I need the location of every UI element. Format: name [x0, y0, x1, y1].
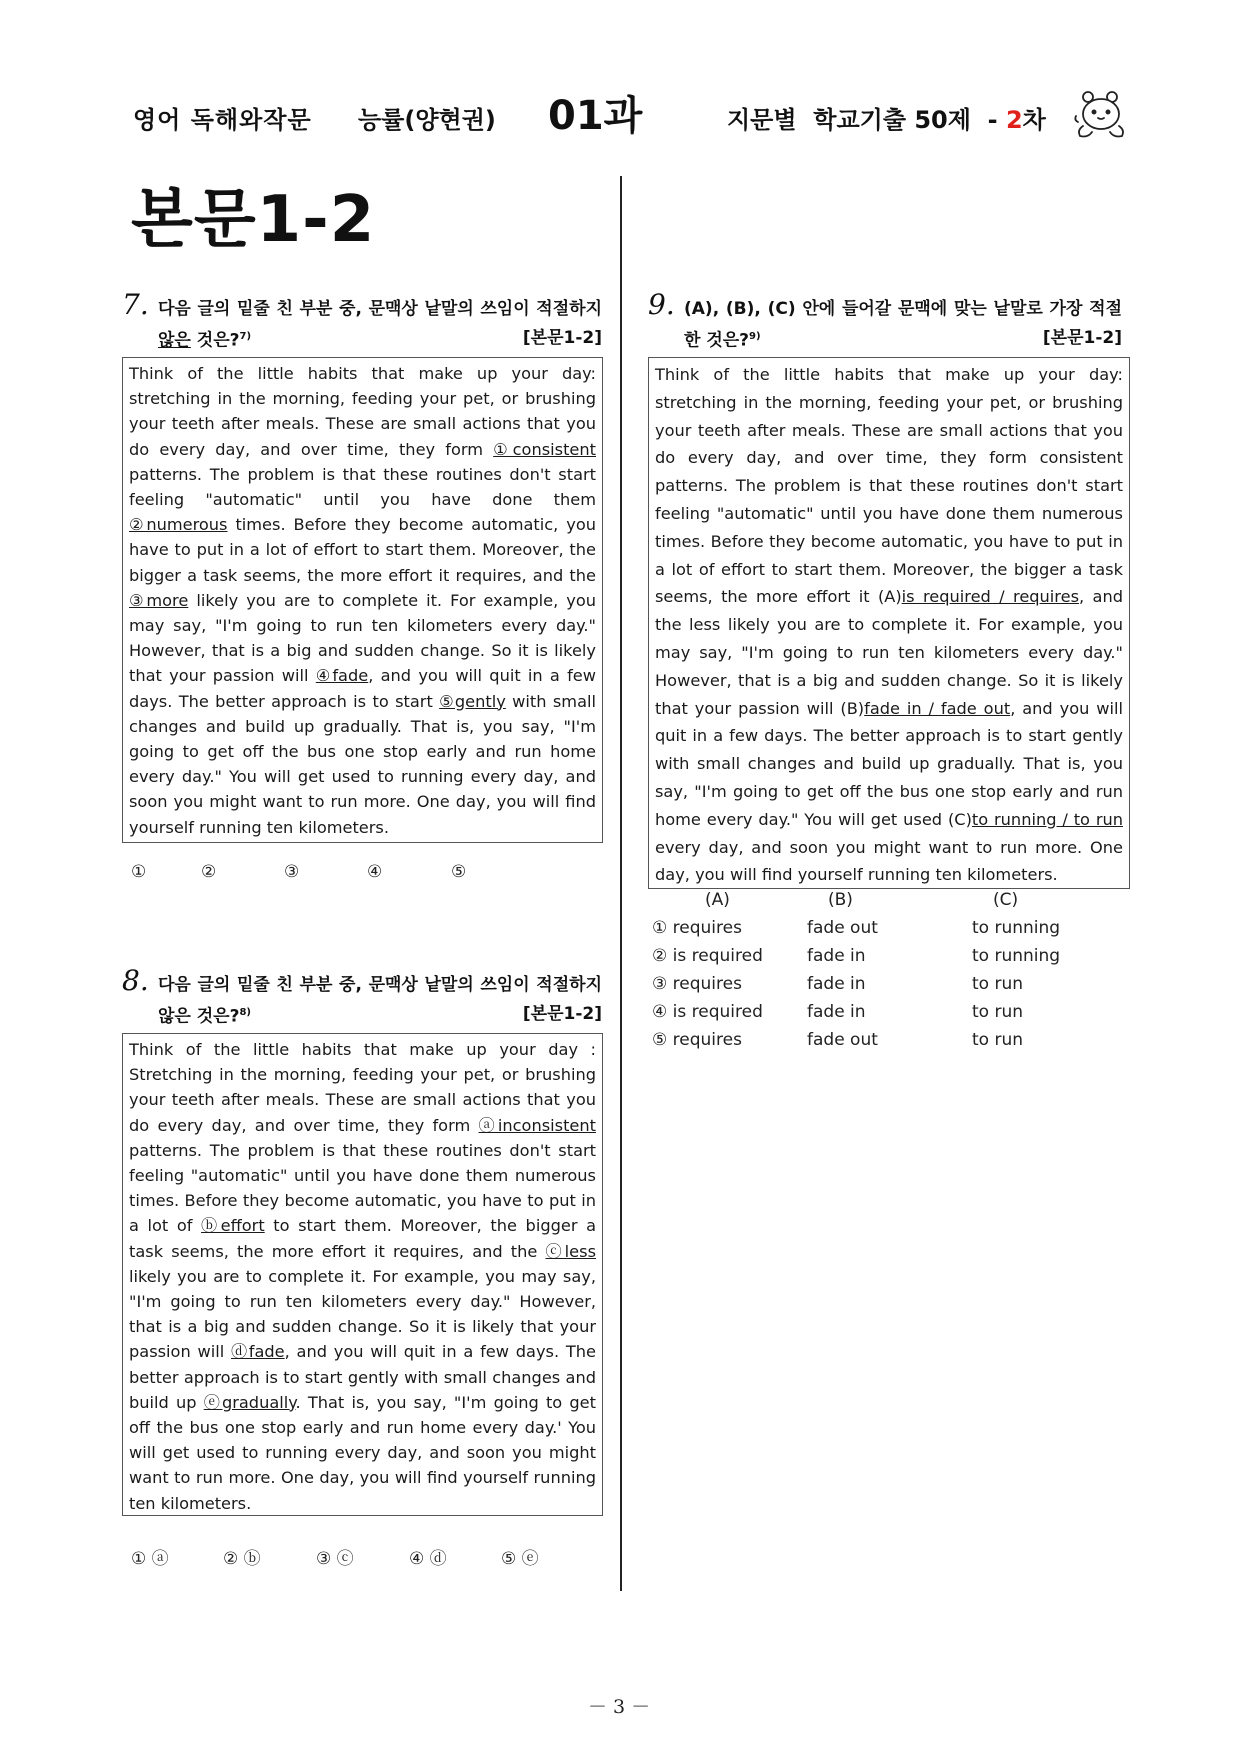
option-pair-b: fade in / fade out [864, 698, 1011, 718]
question-8-header [122, 964, 602, 1028]
answer-cell-b: fade in [807, 946, 866, 966]
answer-choice[interactable]: ⑤ [451, 862, 467, 882]
answer-choice[interactable]: ④ [367, 862, 383, 882]
answer-cell-b: fade out [807, 918, 878, 938]
underlined-word-e: ⓔgradually [203, 1392, 296, 1412]
series-suffix: 차 [1022, 106, 1046, 134]
answer-choice[interactable]: ① [131, 862, 147, 882]
answer-cell-c: to running [972, 918, 1061, 938]
answer-row-5[interactable] [652, 1030, 1072, 1058]
blank-label-c: (C) [947, 809, 972, 829]
question-8-passage [129, 1037, 596, 1516]
passage-text: Think of the little habits that make up your day: stretching in the morning, feeding your pet, or brushing your teeth after meals. These are small actions that you do every day, and over time, they form consistent patterns. The problem is that these routines don't start feeling "automatic" until you have done them numerous times. Before they become automatic, you have to put in a lot of effort to start them. Moreover, the bigger a task seems, the more effort it [655, 365, 1123, 607]
passage-text: Think of the little habits that make up your day : Stretching in the morning, feeding your pet, or brushing your teeth after meals. These are small actions that you do every day, and over time, they form [129, 1040, 596, 1135]
publisher-label: 능률(양현권) [358, 106, 496, 134]
question-7-prompt-underline: 않은 [158, 330, 191, 351]
underlined-word-1: ①consistent [493, 439, 596, 459]
answer-cell-c: to run [972, 1002, 1024, 1022]
series-label [727, 100, 1046, 135]
underlined-word-d: ⓓfade [230, 1342, 285, 1362]
passage-text: . That is, you say, "I'm going to get off the bus one stop early and run home every day.' You will get used to running every day, and soon you might want to run more. One day, you will find yourself running ten kilometers. [129, 1392, 596, 1513]
passage-text: every day, and soon you might want to run more. One day, you will find yourself running ten kilometers. [655, 837, 1123, 885]
question-8-tag: [본문1-2] [522, 1004, 602, 1024]
answer-choice[interactable]: ⑤ ⓔ [501, 1549, 539, 1569]
option-pair-c: to running / to run [971, 809, 1123, 829]
bear-mascot-icon [1073, 88, 1129, 140]
passage-text: , and you will quit in a few days. The better approach is to start gently with small changes and build up [129, 1342, 596, 1412]
subject-title: 영어 독해와작문 [133, 106, 312, 134]
answer-cell-a: ② is required [652, 946, 763, 966]
column-divider [620, 176, 622, 1591]
question-9-footnote: 9) [749, 331, 761, 342]
question-7-prompt-a: 다음 글의 밑줄 친 부분 중, 문맥상 낱말의 쓰임이 적절하지 [158, 299, 602, 319]
passage-text: Think of the little habits that make up your day: stretching in the morning, feeding your pet, or brushing your teeth after meals. These are small actions that you do every day, and over time, they form [129, 364, 596, 459]
answer-choice[interactable]: ③ ⓒ [316, 1549, 354, 1569]
passage-text: to start them. Moreover, the bigger a task seems, the more effort it requires, and the [129, 1216, 596, 1261]
question-7-footnote: 7) [239, 331, 252, 342]
column-header-a: (A) [705, 890, 730, 910]
passage-text: likely you are to complete it. For example, you may say, "I'm going to run ten kilometers every day." However, that is a big and sudden change. So it is likely that your passion will [129, 590, 596, 686]
answer-cell-a: ④ is required [652, 1002, 763, 1022]
series-prefix: 지문별 학교기출 50제 - [727, 106, 1006, 134]
answer-cell-b: fade in [807, 1002, 866, 1022]
answer-table-header [652, 890, 1072, 918]
question-8-prompt-text: 다음 글의 밑줄 친 부분 중, 문맥상 낱말의 쓰임이 적절하지 않은 것은? [158, 975, 602, 1027]
question-7-passage-box [122, 357, 603, 843]
underlined-word-c: ⓒless [545, 1241, 597, 1261]
question-7-number: 7. [122, 288, 149, 321]
answer-cell-c: to running [972, 946, 1061, 966]
answer-cell-a: ③ requires [652, 974, 742, 994]
column-header-b: (B) [828, 890, 853, 910]
section-title: 본문1-2 [131, 183, 376, 257]
underlined-word-3: ③more [129, 590, 189, 610]
answer-row-2[interactable] [652, 946, 1072, 974]
underlined-word-a: ⓐinconsistent [478, 1115, 596, 1135]
passage-text: patterns. The problem is that these routines don't start feeling "automatic" until you have done them numerous times. Before they become automatic, you have to put in a lot of [129, 1140, 596, 1236]
question-9-number: 9. [648, 288, 675, 321]
question-9-passage [655, 361, 1123, 889]
answer-row-1[interactable] [652, 918, 1072, 946]
passage-text: , and you will quit in a few days. The better approach is to start gently with small changes and build up gradually. That is, you say, "I'm going to get off the bus one stop early and run home every day." You will get used [655, 698, 1124, 829]
question-9-prompt-text: (A), (B), (C) 안에 들어갈 문맥에 맞는 낱말로 가장 적절한 것은? [684, 299, 1122, 351]
passage-text: with small changes and build up gradually. That is, you say, "I'm going to get off the bus one stop early and run home every day." You will get used to running every day, and soon you might want to run more. One day, you will find yourself running ten kilometers. [129, 691, 596, 837]
answer-choice[interactable]: ② [201, 862, 217, 882]
page-number: － 3 － [588, 1696, 651, 1718]
answer-row-4[interactable] [652, 1002, 1072, 1030]
passage-text: , and the less likely you are to complete it. For example, you may say, "I'm going to run ten kilometers every day." However, that is a big and sudden change. So it is likely that your passion will [655, 587, 1123, 718]
question-7-header [122, 288, 602, 352]
question-9-passage-box [648, 357, 1130, 889]
option-pair-a: is required / requires [901, 587, 1079, 607]
question-8-number: 8. [122, 964, 149, 997]
question-9-header [648, 288, 1122, 352]
underlined-word-5: ⑤gently [439, 691, 506, 711]
answer-row-3[interactable] [652, 974, 1072, 1002]
answer-cell-b: fade in [807, 974, 866, 994]
blank-label-b: (B) [840, 698, 865, 718]
page-header [133, 84, 1133, 144]
question-7-prompt-b: 것은? [190, 330, 240, 351]
answer-cell-c: to run [972, 974, 1024, 994]
lesson-number: 01과 [548, 93, 643, 139]
question-9-tag: [본문1-2] [1042, 328, 1122, 348]
underlined-word-2: ②numerous [129, 515, 228, 535]
passage-text: times. Before they become automatic, you have to put in a lot of effort to start them. Moreover, the bigger a task seems, the more effort it requires, and the [129, 515, 596, 585]
question-8-passage-box [122, 1033, 603, 1516]
blank-label-a: (A) [877, 587, 902, 607]
passage-text: likely you are to complete it. For example, you may say, "I'm going to run ten kilometers every day." However, that is a big and sudden change. So it is likely that your passion will [129, 1266, 596, 1362]
passage-text: , and you will quit in a few days. The better approach is to start [129, 666, 597, 711]
question-7-tag: [본문1-2] [522, 328, 602, 348]
answer-cell-a: ① requires [652, 918, 742, 938]
series-round: 2 [1005, 106, 1023, 134]
underlined-word-4: ④fade [315, 666, 369, 686]
answer-choice[interactable]: ④ ⓓ [409, 1549, 447, 1569]
answer-choice[interactable]: ③ [284, 862, 300, 882]
question-8-footnote: 8) [239, 1007, 251, 1018]
answer-choice[interactable]: ② ⓑ [223, 1549, 261, 1569]
question-7-passage [129, 361, 596, 840]
answer-cell-b: fade out [807, 1030, 878, 1050]
answer-choice[interactable]: ① ⓐ [131, 1549, 169, 1569]
passage-text: patterns. The problem is that these routines don't start feeling "automatic" until you have done them [129, 464, 596, 510]
column-header-c: (C) [993, 890, 1019, 910]
underlined-word-b: ⓑeffort [201, 1216, 265, 1236]
answer-cell-a: ⑤ requires [652, 1030, 742, 1050]
answer-cell-c: to run [972, 1030, 1024, 1050]
